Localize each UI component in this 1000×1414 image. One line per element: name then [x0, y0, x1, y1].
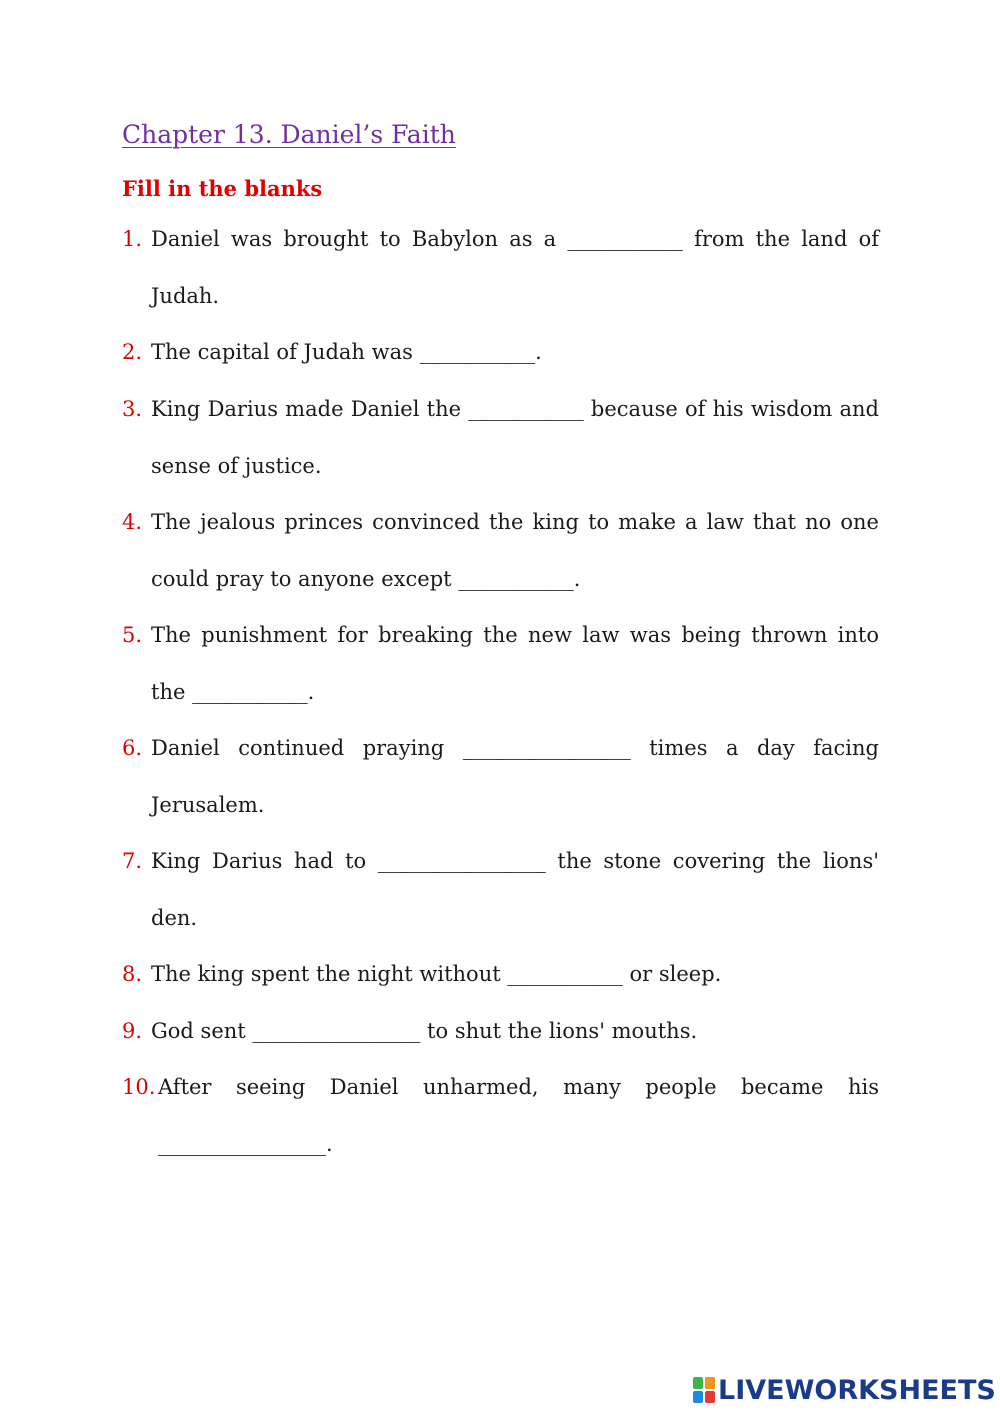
question-6: [122, 720, 879, 833]
question-number: 10.: [122, 1075, 156, 1099]
question-number: 2.: [122, 340, 143, 364]
question-number: 9.: [122, 1019, 143, 1043]
question-text: The capital of Judah was ___________.: [151, 340, 542, 364]
logo-text: LIVEWORKSHEETS: [718, 1374, 996, 1406]
worksheet-title: Chapter 13. Daniel’s Faith: [122, 120, 456, 149]
liveworksheets-logo: [693, 1373, 996, 1407]
question-1: [122, 211, 879, 324]
question-number: 6.: [122, 736, 143, 760]
liveworksheets-logo-icon: [693, 1377, 715, 1403]
question-text: After seeing Daniel unharmed, many people became his ________________.: [158, 1075, 879, 1156]
question-9: [122, 1003, 879, 1060]
question-number: 5.: [122, 623, 143, 647]
logo-square-blue: [693, 1391, 703, 1403]
logo-square-green: [693, 1377, 703, 1389]
question-text: The king spent the night without ___________ or sleep.: [151, 962, 722, 986]
question-text: The jealous princes convinced the king to make a law that no one could pray to anyone except ___________.: [151, 510, 879, 591]
question-number: 8.: [122, 962, 143, 986]
question-10: [122, 1059, 879, 1172]
question-number: 7.: [122, 849, 143, 873]
question-5: [122, 607, 879, 720]
question-7: [122, 833, 879, 946]
question-text: Daniel continued praying ________________ times a day facing Jerusalem.: [151, 736, 879, 817]
logo-square-orange: [705, 1377, 715, 1389]
logo-square-red: [705, 1391, 715, 1403]
question-number: 3.: [122, 397, 143, 421]
question-text: Daniel was brought to Babylon as a ___________ from the land of Judah.: [151, 227, 879, 308]
question-3: [122, 381, 879, 494]
question-text: God sent ________________ to shut the lions' mouths.: [151, 1019, 698, 1043]
worksheet-subtitle: Fill in the blanks: [122, 176, 323, 201]
question-4: [122, 494, 879, 607]
question-8: [122, 946, 879, 1003]
question-text: King Darius made Daniel the ___________ because of his wisdom and sense of justice.: [151, 397, 879, 478]
question-text: The punishment for breaking the new law was being thrown into the ___________.: [151, 623, 879, 704]
question-2: [122, 324, 879, 381]
question-number: 4.: [122, 510, 143, 534]
question-number: 1.: [122, 227, 143, 251]
question-text: King Darius had to ________________ the stone covering the lions' den.: [151, 849, 879, 930]
